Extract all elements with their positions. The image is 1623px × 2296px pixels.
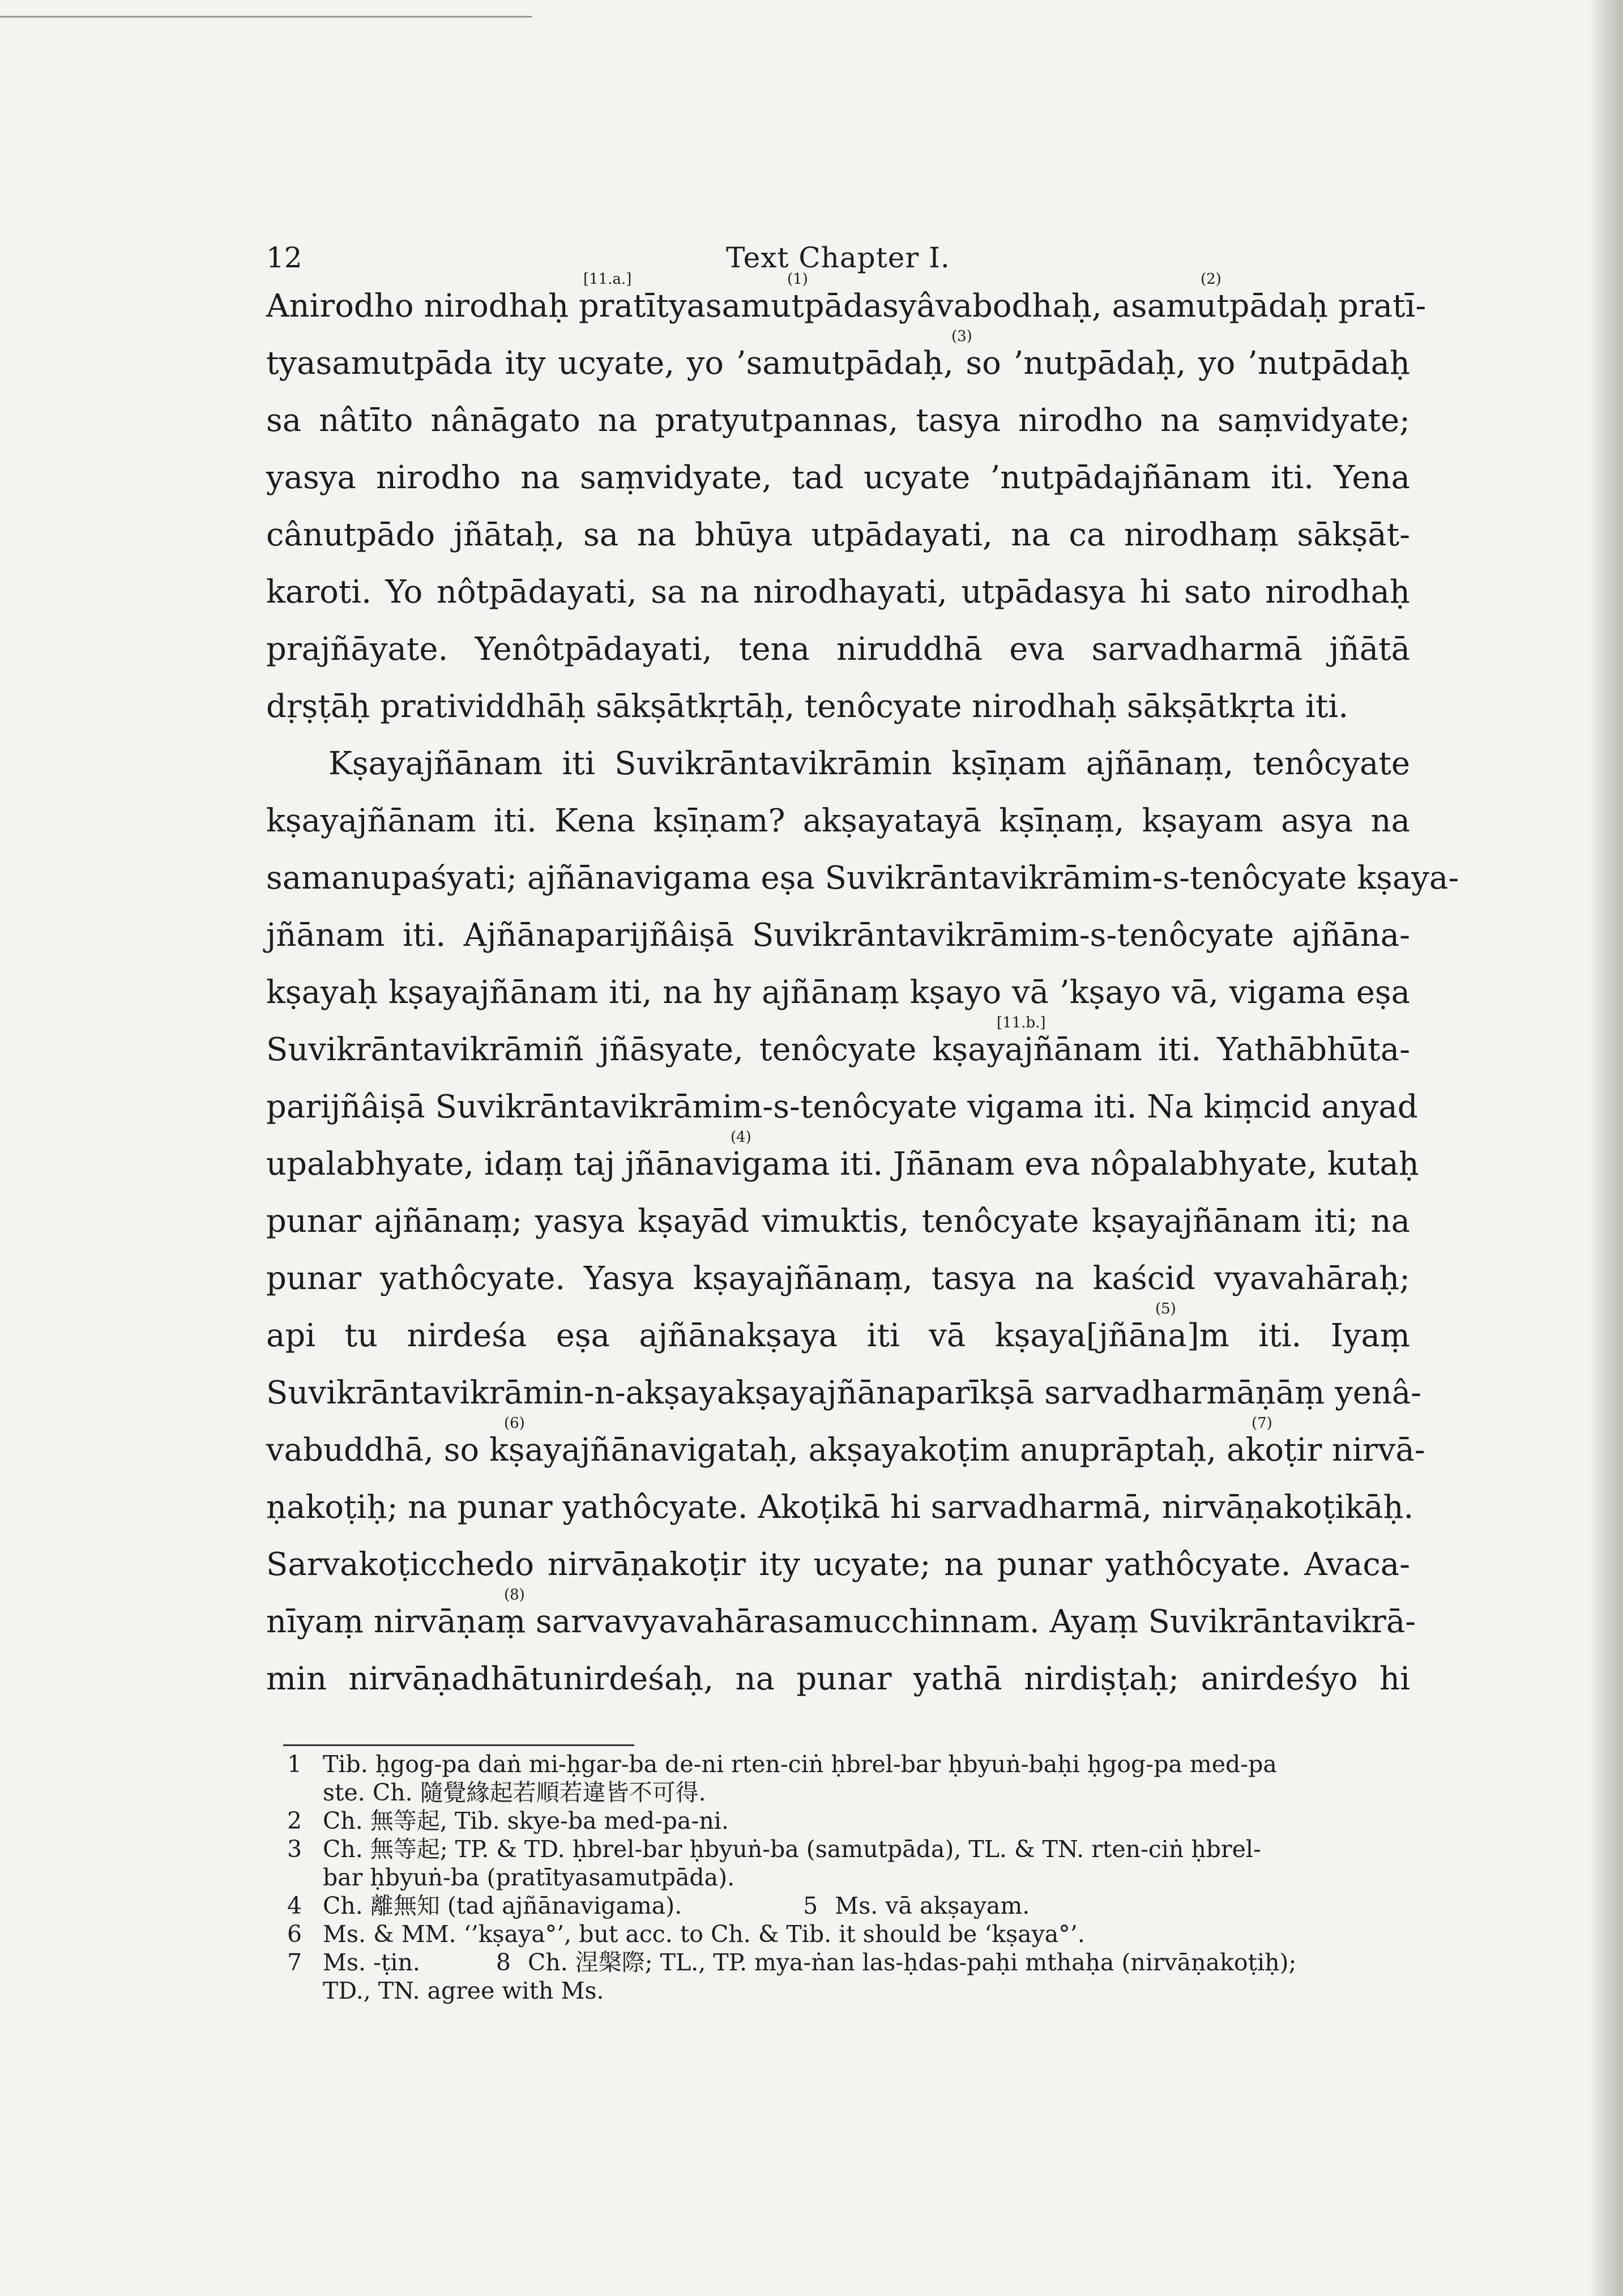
text-line: jñānam iti. Ajñānaparijñâiṣā Suvikrāntavikrāmim-s-tenôcyate ajñāna- [266, 917, 1410, 954]
note-ref: (3) [951, 328, 972, 345]
text-line: dṛṣṭāḥ pratividdhāḥ sākṣātkṛtāḥ, tenôcyate nirodhaḥ sākṣātkṛta iti. [266, 688, 1349, 725]
text-line: kṣayaḥ kṣayajñānam iti, na hy ajñānaṃ kṣayo vā ’kṣayo vā, vigama eṣa [266, 974, 1410, 1011]
footnotes [266, 1750, 1410, 2005]
footnote: 4 Ch. 離無知 (tad ajñānavigama). 5 Ms. vā akṣayam. [287, 1892, 1030, 1919]
note-ref: (1) [787, 271, 808, 288]
note-ref: (6) [504, 1415, 525, 1432]
main-text [266, 271, 1459, 1708]
text-line: (8) nīyaṃ nirvāṇaṃ sarvavyavahārasamucchinnam. Ayaṃ Suvikrāntavikrā- [266, 1586, 1416, 1640]
folio-ref: [11.b.] [997, 1014, 1046, 1031]
footnote: 2 Ch. 無等起, Tib. skye-ba med-pa-ni. [287, 1807, 729, 1834]
text-line: Sarvakoṭicchedo nirvāṇakoṭir ity ucyate; na punar yathôcyate. Avaca- [266, 1546, 1410, 1583]
footnote: 3 Ch. 無等起; TP. & TD. ḥbrel-bar ḥbyuṅ-ba (samutpāda), TL. & TN. rten-ciṅ ḥbrel- bar ḥbyuṅ-ba (pratītyasamutpāda). [287, 1836, 1261, 1891]
note-ref: (8) [504, 1586, 525, 1603]
note-ref: (2) [1201, 271, 1221, 288]
text-line: samanupaśyati; ajñānavigama eṣa Suvikrāntavikrāmim-s-tenôcyate kṣaya- [266, 860, 1459, 897]
page-number: 12 [266, 241, 302, 274]
text-line: Kṣayajñānam iti Suvikrāntavikrāmin kṣīṇam ajñānaṃ, tenôcyate [328, 745, 1410, 782]
text-line: [11.a.] (1) (2) Anirodho nirodhaḥ pratītyasamutpādasyâvabodhaḥ, asamutpādaḥ pratī- [266, 271, 1426, 325]
text-line: [11.b.] Suvikrāntavikrāmiñ jñāsyate, tenôcyate kṣayajñānam iti. Yathābhūta- [266, 1014, 1410, 1068]
text-line: (6) (7) vabuddhā, so kṣayajñānavigataḥ, akṣayakoṭim anuprāptaḥ, akoṭir nirvā- [266, 1415, 1425, 1469]
running-title: Text Chapter I. [726, 241, 950, 274]
folio-ref: [11.a.] [583, 271, 632, 288]
text-line: karoti. Yo nôtpādayati, sa na nirodhayati, utpādasya hi sato nirodhaḥ [266, 574, 1410, 611]
top-edge-rule [0, 16, 532, 18]
text-line: (4) upalabhyate, idaṃ taj jñānavigama iti. Jñānam eva nôpalabhyate, kutaḥ [266, 1129, 1419, 1183]
text-line: cânutpādo jñātaḥ, sa na bhūya utpādayati, na ca nirodhaṃ sākṣāt- [266, 517, 1410, 553]
text-line: punar ajñānaṃ; yasya kṣayād vimuktis, tenôcyate kṣayajñānam iti; na [266, 1203, 1410, 1240]
footnote: 7 Ms. -ṭin. 8 Ch. 涅槃際; TL., TP. mya-ṅan las-ḥdas-paḥi mthaḥa (nirvāṇakoṭiḥ); [287, 1949, 1297, 1976]
page-header [266, 238, 1410, 278]
text-line: sa nâtīto nânāgato na pratyutpannas, tasya nirodho na saṃvidyate; [266, 402, 1410, 439]
note-ref: (5) [1155, 1300, 1176, 1317]
text-line: Suvikrāntavikrāmin-n-akṣayakṣayajñānaparīkṣā sarvadharmāṇāṃ yenâ- [266, 1375, 1422, 1411]
text-line: min nirvāṇadhātunirdeśaḥ, na punar yathā nirdiṣṭaḥ; anirdeśyo hi [266, 1661, 1410, 1697]
text-line: punar yathôcyate. Yasya kṣayajñānaṃ, tasya na kaścid vyavahāraḥ; [266, 1260, 1410, 1297]
footnote: 1 Tib. ḥgog-pa daṅ mi-ḥgar-ba de-ni rten-ciṅ ḥbrel-bar ḥbyuṅ-baḥi ḥgog-pa med-pa ste. Ch. 隨覺緣起若順若違皆不可得. [287, 1751, 1277, 1806]
page-edge-shadow [1589, 0, 1623, 2296]
note-ref: (7) [1252, 1415, 1272, 1432]
note-ref: (4) [731, 1129, 751, 1146]
text-line: (3) tyasamutpāda ity ucyate, yo ’samutpādaḥ, so ’nutpādaḥ, yo ’nutpādaḥ [266, 328, 1410, 382]
text-line: kṣayajñānam iti. Kena kṣīṇam? akṣayatayā kṣīṇaṃ, kṣayam asya na [266, 803, 1410, 839]
text-line: prajñāyate. Yenôtpādayati, tena niruddhā eva sarvadharmā jñātā [266, 631, 1410, 668]
text-line: ṇakoṭiḥ; na punar yathôcyate. Akoṭikā hi sarvadharmā, nirvāṇakoṭikāḥ. [266, 1489, 1414, 1526]
footnote: 6 Ms. & MM. ‘’kṣaya°’, but acc. to Ch. & Tib. it should be ‘kṣaya°’. [287, 1921, 1085, 1948]
text-line: (5) api tu nirdeśa eṣa ajñānakṣaya iti vā kṣaya[jñāna]m iti. Iyaṃ [266, 1300, 1410, 1354]
footnote-divider [283, 1744, 634, 1746]
text-line: yasya nirodho na saṃvidyate, tad ucyate ’nutpādajñānam iti. Yena [266, 459, 1410, 496]
footnote: TD., TN. agree with Ms. [323, 1977, 604, 2004]
text-line: parijñâiṣā Suvikrāntavikrāmim-s-tenôcyate vigama iti. Na kiṃcid anyad [266, 1089, 1418, 1125]
